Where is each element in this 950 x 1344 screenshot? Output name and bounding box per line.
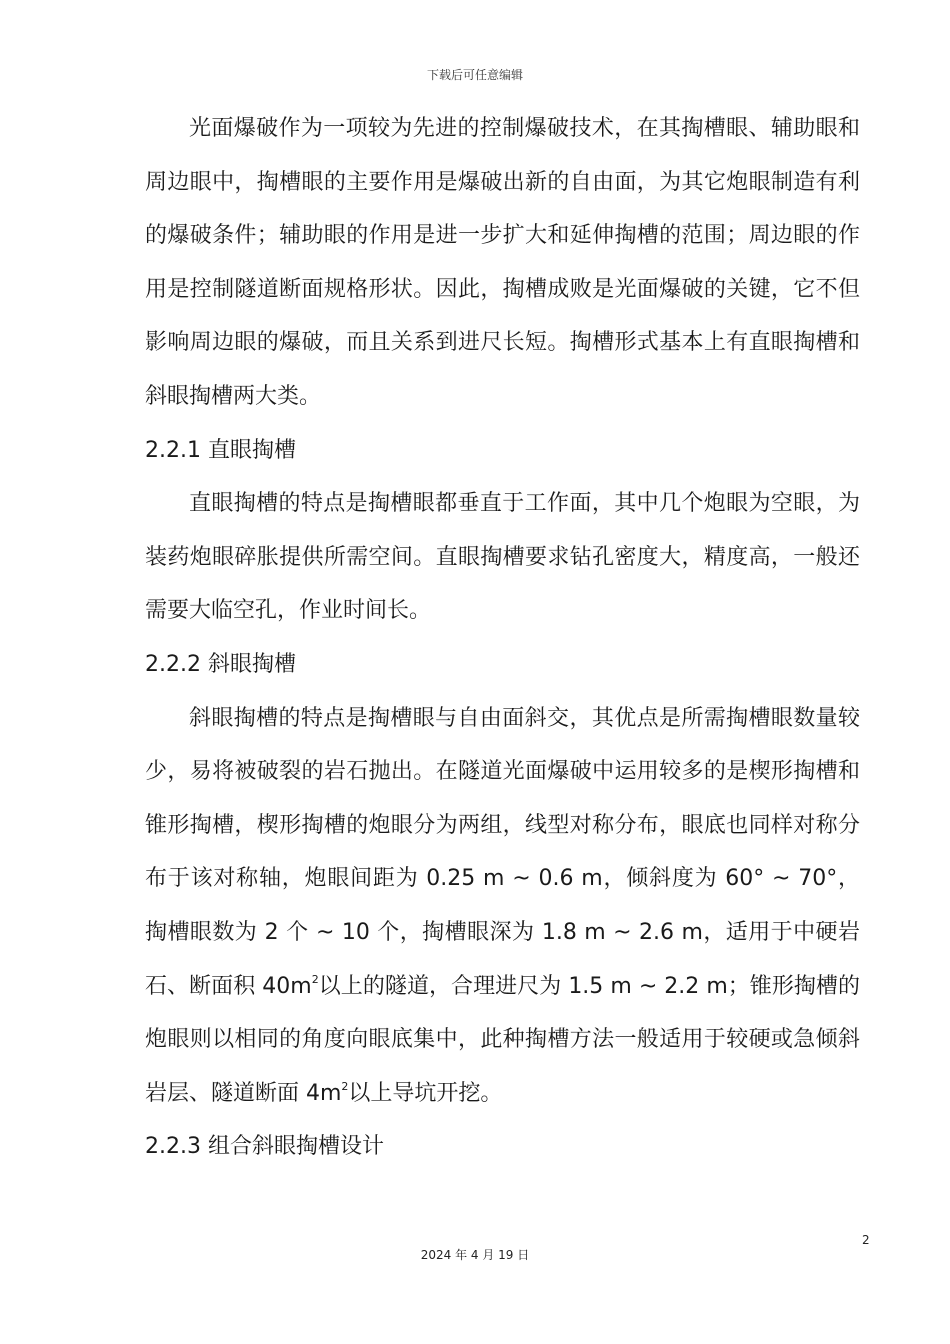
section-heading-2-2-2: 2.2.2 斜眼掏槽 [145, 651, 296, 677]
superscript-2: 2 [311, 972, 319, 986]
paragraph-angled-cut [145, 692, 860, 1121]
page-footer-date: 2024 年 4 月 19 日 [420, 1248, 530, 1262]
paragraph-straight-cut: 直眼掏槽的特点是掏槽眼都垂直于工作面，其中几个炮眼为空眼，为装药炮眼碎胀提供所需空间。直眼掏槽要求钻孔密度大，精度高，一般还需要大临空孔，作业时间长。 [145, 491, 860, 624]
paragraph-angled-cut-part1: 斜眼掏槽的特点是掏槽眼与自由面斜交，其优点是所需掏槽眼数量较少，易将被破裂的岩石抛出。在隧道光面爆破中运用较多的是楔形掏槽和锥形掏槽，楔形掏槽的炮眼分为两组，线型对称分布，眼底也同样对称分布于该对称轴，炮眼间距为 0.25 m ~ 0.6 m，倾斜度为 60° ~ 70°，掏槽眼数为 2 个 ~ 10 个，掏槽眼深为 1.8 m ~ 2.6 m，适用于中硬岩石、断面积 40m [145, 705, 860, 999]
paragraph-angled-cut-part2: 以上的隧道，合理进尺为 1.5 m ~ 2.2 m；锥形掏槽的炮眼则以相同的角度向眼底集中，此种掏槽方法一般适用于较硬或急倾斜岩层、隧道断面 4m [145, 973, 860, 1106]
section-heading-2-2-1: 2.2.1 直眼掏槽 [145, 437, 296, 463]
paragraph-angled-cut-part3: 以上导坑开挖。 [348, 1080, 503, 1106]
section-heading-2-2-3: 2.2.3 组合斜眼掏槽设计 [145, 1134, 384, 1160]
document-body [145, 102, 860, 1174]
page-header: 下载后可任意编辑 [426, 68, 523, 82]
superscript-2: 2 [341, 1079, 349, 1093]
page-number: 2 [862, 1233, 870, 1247]
paragraph-intro: 光面爆破作为一项较为先进的控制爆破技术，在其掏槽眼、辅助眼和周边眼中，掏槽眼的主要作用是爆破出新的自由面，为其它炮眼制造有利的爆破条件；辅助眼的作用是进一步扩大和延伸掏槽的范围；周边眼的作用是控制隧道断面规格形状。因此，掏槽成败是光面爆破的关键，它不但影响周边眼的爆破，而且关系到进尺长短。掏槽形式基本上有直眼掏槽和斜眼掏槽两大类。 [145, 116, 860, 409]
